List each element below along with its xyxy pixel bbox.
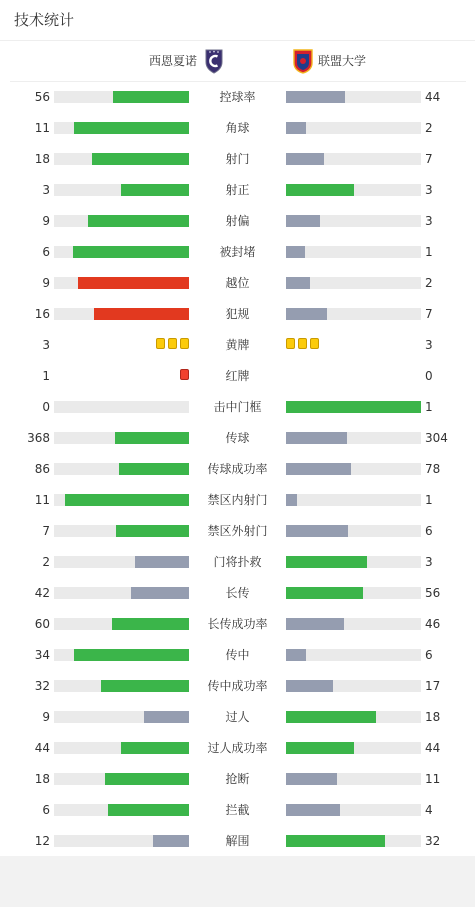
away-bar-track — [286, 804, 421, 816]
away-value: 6 — [425, 524, 433, 538]
home-bar-fill — [131, 587, 189, 599]
away-bar-track — [286, 308, 421, 320]
cienciano-crest-icon — [203, 48, 225, 74]
away-team-name: 联盟大学 — [318, 54, 367, 68]
home-bar-fill — [101, 680, 189, 692]
away-bar-fill — [286, 711, 376, 723]
away-value: 18 — [425, 710, 441, 724]
home-value: 9 — [42, 214, 50, 228]
away-value: 3 — [425, 214, 433, 228]
away-bar-track — [286, 587, 421, 599]
yellow-card-icon — [298, 338, 307, 349]
stats-list — [0, 82, 475, 857]
away-bar-fill — [286, 773, 337, 785]
away-team[interactable] — [292, 49, 366, 73]
away-value: 0 — [425, 369, 433, 383]
home-value: 6 — [42, 245, 50, 259]
home-value: 60 — [34, 617, 50, 631]
home-bar-fill — [121, 184, 189, 196]
home-value: 18 — [34, 152, 50, 166]
home-team-name: 西恩夏诺 — [148, 54, 197, 68]
stat-label: 拦截 — [225, 803, 250, 817]
away-cards — [286, 338, 319, 349]
stat-row — [0, 764, 475, 795]
home-bar-fill — [119, 463, 189, 475]
stat-row — [0, 609, 475, 640]
stat-label: 越位 — [225, 276, 250, 290]
away-bar-track — [286, 401, 421, 413]
away-value: 4 — [425, 803, 433, 817]
away-bar-track — [286, 215, 421, 227]
home-bar-fill — [105, 773, 189, 785]
stat-row — [0, 640, 475, 671]
away-value: 32 — [425, 834, 441, 848]
home-value: 56 — [34, 90, 50, 104]
home-bar-fill — [73, 246, 189, 258]
away-bar-track — [286, 153, 421, 165]
away-value: 6 — [425, 648, 433, 662]
stat-label: 控球率 — [219, 90, 256, 104]
stat-label: 抢断 — [225, 772, 250, 786]
home-bar-fill — [78, 277, 189, 289]
away-value: 44 — [425, 741, 441, 755]
home-bar-track — [54, 122, 189, 134]
home-bar-track — [54, 804, 189, 816]
away-bar-fill — [286, 401, 421, 413]
stat-row — [0, 113, 475, 144]
away-value: 17 — [425, 679, 441, 693]
stat-label: 传中成功率 — [207, 679, 268, 693]
home-value: 6 — [42, 803, 50, 817]
home-bar-fill — [115, 432, 189, 444]
yellow-card-icon — [168, 338, 177, 349]
stat-row — [0, 423, 475, 454]
away-bar-fill — [286, 804, 340, 816]
away-value: 78 — [425, 462, 441, 476]
away-value: 3 — [425, 338, 433, 352]
home-value: 368 — [27, 431, 50, 445]
away-value: 7 — [425, 152, 433, 166]
home-value: 34 — [34, 648, 50, 662]
yellow-card-icon — [286, 338, 295, 349]
home-bar-track — [54, 463, 189, 475]
away-bar-track — [286, 246, 421, 258]
stat-row — [0, 795, 475, 826]
stat-row — [0, 671, 475, 702]
stat-label: 过人成功率 — [207, 741, 268, 755]
home-bar-track — [54, 618, 189, 630]
away-bar-track — [286, 742, 421, 754]
away-value: 1 — [425, 400, 433, 414]
home-value: 16 — [34, 307, 50, 321]
away-value: 3 — [425, 555, 433, 569]
home-value: 44 — [34, 741, 50, 755]
away-bar-fill — [286, 525, 348, 537]
away-bar-fill — [286, 556, 367, 568]
home-bar-track — [54, 246, 189, 258]
home-bar-track — [54, 432, 189, 444]
home-bar-track — [54, 835, 189, 847]
away-bar-fill — [286, 463, 351, 475]
away-bar-track — [286, 91, 421, 103]
home-value: 9 — [42, 276, 50, 290]
home-value: 18 — [34, 772, 50, 786]
home-bar-track — [54, 525, 189, 537]
home-value: 3 — [42, 183, 50, 197]
home-value: 86 — [34, 462, 50, 476]
stat-row — [0, 299, 475, 330]
home-bar-fill — [113, 91, 189, 103]
away-value: 3 — [425, 183, 433, 197]
away-bar-track — [286, 680, 421, 692]
stat-label: 射偏 — [225, 214, 250, 228]
home-bar-fill — [135, 556, 189, 568]
stat-row — [0, 733, 475, 764]
stat-label: 解围 — [225, 834, 250, 848]
away-bar-fill — [286, 618, 344, 630]
teams-header — [0, 41, 475, 81]
home-bar-track — [54, 773, 189, 785]
yellow-card-icon — [180, 338, 189, 349]
away-value: 46 — [425, 617, 441, 631]
stat-label: 传球 — [225, 431, 250, 445]
stat-label: 传中 — [225, 648, 250, 662]
stat-row — [0, 485, 475, 516]
stat-label: 禁区内射门 — [207, 493, 268, 507]
stat-label: 黄牌 — [225, 338, 250, 352]
stat-row — [0, 547, 475, 578]
stat-label: 门将扑救 — [213, 555, 262, 569]
home-bar-track — [54, 494, 189, 506]
home-value: 0 — [42, 400, 50, 414]
stat-label: 长传成功率 — [207, 617, 268, 631]
away-bar-fill — [286, 649, 306, 661]
stat-label: 角球 — [225, 121, 250, 135]
home-value: 7 — [42, 524, 50, 538]
away-bar-fill — [286, 308, 327, 320]
red-card-icon — [180, 369, 189, 380]
away-bar-fill — [286, 122, 306, 134]
away-bar-track — [286, 649, 421, 661]
home-bar-fill — [116, 525, 189, 537]
stat-row — [0, 361, 475, 392]
home-value: 12 — [34, 834, 50, 848]
away-bar-track — [286, 432, 421, 444]
away-bar-track — [286, 122, 421, 134]
home-value: 11 — [34, 493, 50, 507]
away-value: 2 — [425, 121, 433, 135]
away-bar-track — [286, 494, 421, 506]
home-bar-track — [54, 587, 189, 599]
away-value: 1 — [425, 493, 433, 507]
stat-row — [0, 826, 475, 857]
home-value: 42 — [34, 586, 50, 600]
home-bar-track — [54, 401, 189, 413]
home-bar-track — [54, 308, 189, 320]
stat-label: 长传 — [225, 586, 250, 600]
home-cards — [180, 369, 189, 380]
away-bar-fill — [286, 835, 385, 847]
home-bar-track — [54, 91, 189, 103]
yellow-card-icon — [310, 338, 319, 349]
stat-label: 被封堵 — [219, 245, 256, 259]
home-bar-track — [54, 277, 189, 289]
stat-label: 击中门框 — [213, 400, 262, 414]
stat-row — [0, 392, 475, 423]
home-value: 1 — [42, 369, 50, 383]
home-bar-track — [54, 556, 189, 568]
away-bar-track — [286, 556, 421, 568]
stat-row — [0, 578, 475, 609]
home-bar-fill — [74, 649, 189, 661]
home-bar-track — [54, 742, 189, 754]
away-bar-fill — [286, 742, 354, 754]
home-bar-fill — [112, 618, 189, 630]
stat-row — [0, 82, 475, 113]
away-bar-fill — [286, 432, 347, 444]
away-bar-track — [286, 277, 421, 289]
stat-label: 射门 — [225, 152, 250, 166]
away-bar-track — [286, 463, 421, 475]
stat-label: 过人 — [225, 710, 250, 724]
home-value: 2 — [42, 555, 50, 569]
home-bar-fill — [121, 742, 189, 754]
stat-row — [0, 702, 475, 733]
home-bar-track — [54, 153, 189, 165]
away-bar-track — [286, 773, 421, 785]
home-bar-fill — [92, 153, 189, 165]
away-value: 56 — [425, 586, 441, 600]
home-bar-fill — [88, 215, 189, 227]
home-cards — [156, 338, 189, 349]
home-bar-fill — [144, 711, 189, 723]
stat-row — [0, 516, 475, 547]
stat-row — [0, 454, 475, 485]
stat-row — [0, 206, 475, 237]
stat-row — [0, 330, 475, 361]
home-bar-track — [54, 649, 189, 661]
home-bar-fill — [94, 308, 189, 320]
stat-row — [0, 144, 475, 175]
away-bar-fill — [286, 494, 297, 506]
home-bar-fill — [153, 835, 189, 847]
home-bar-track — [54, 215, 189, 227]
yellow-card-icon — [156, 338, 165, 349]
home-team[interactable] — [149, 49, 225, 73]
away-value: 1 — [425, 245, 433, 259]
stat-row — [0, 268, 475, 299]
section-title: 技术统计 — [14, 11, 75, 29]
away-bar-fill — [286, 91, 345, 103]
away-value: 11 — [425, 772, 441, 786]
home-value: 9 — [42, 710, 50, 724]
home-bar-track — [54, 711, 189, 723]
home-value: 3 — [42, 338, 50, 352]
away-value: 2 — [425, 276, 433, 290]
home-bar-track — [54, 184, 189, 196]
away-bar-track — [286, 525, 421, 537]
away-bar-fill — [286, 184, 354, 196]
home-bar-fill — [65, 494, 189, 506]
stat-label: 传球成功率 — [207, 462, 268, 476]
away-bar-fill — [286, 277, 310, 289]
away-bar-fill — [286, 246, 305, 258]
away-value: 7 — [425, 307, 433, 321]
stat-row — [0, 175, 475, 206]
away-bar-fill — [286, 215, 320, 227]
home-bar-fill — [74, 122, 189, 134]
away-bar-track — [286, 835, 421, 847]
away-bar-fill — [286, 680, 333, 692]
stat-label: 红牌 — [225, 369, 250, 383]
away-bar-track — [286, 184, 421, 196]
away-value: 304 — [425, 431, 448, 445]
stat-label: 禁区外射门 — [207, 524, 268, 538]
away-bar-fill — [286, 587, 363, 599]
stat-label: 射正 — [225, 183, 250, 197]
away-bar-fill — [286, 153, 324, 165]
stat-label: 犯规 — [225, 307, 250, 321]
home-bar-track — [54, 680, 189, 692]
universidad-crest-icon — [292, 48, 314, 74]
away-bar-track — [286, 711, 421, 723]
home-value: 32 — [34, 679, 50, 693]
home-value: 11 — [34, 121, 50, 135]
stat-row — [0, 237, 475, 268]
away-value: 44 — [425, 90, 441, 104]
away-bar-track — [286, 618, 421, 630]
home-bar-fill — [108, 804, 189, 816]
